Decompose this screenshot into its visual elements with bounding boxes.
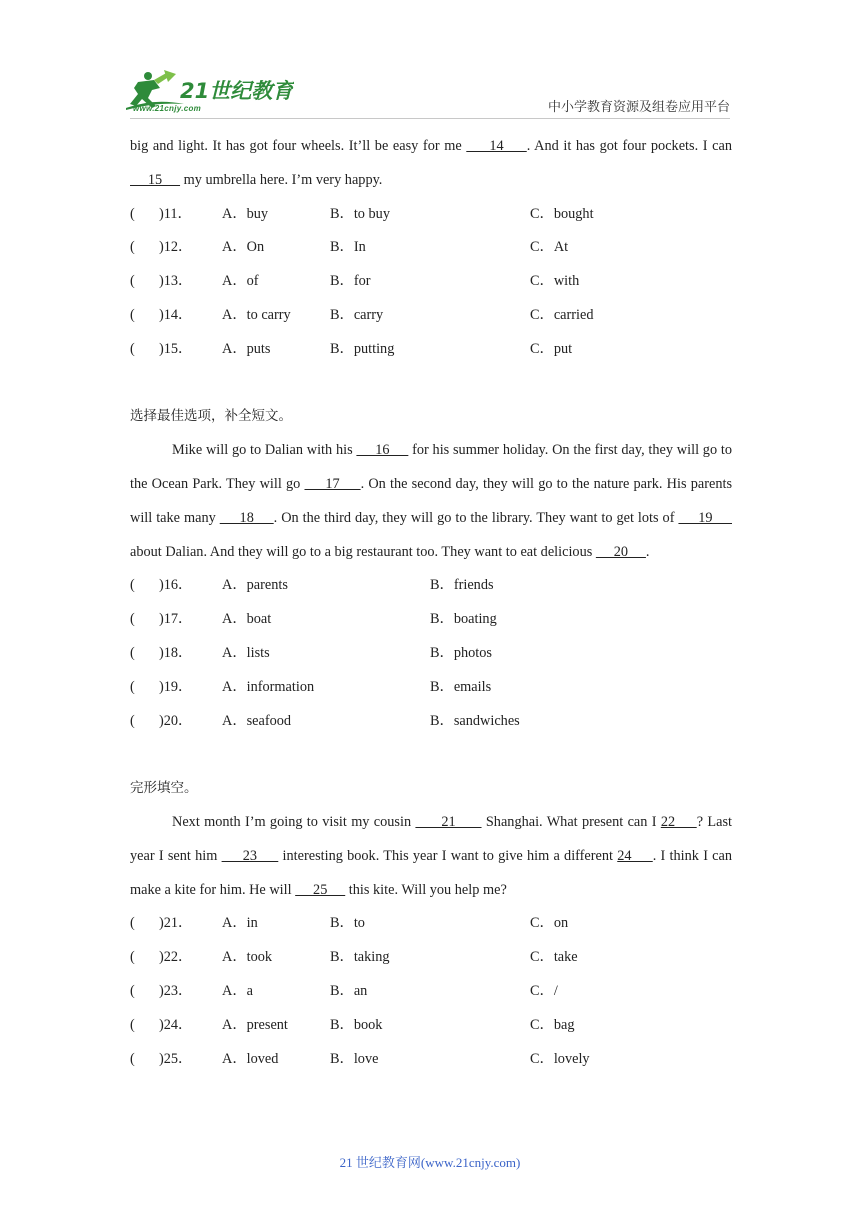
option-b[interactable]: B．boating (430, 611, 497, 628)
option-a[interactable]: A．a (222, 982, 253, 999)
option-c[interactable]: C．bought (530, 205, 594, 222)
answer-paren[interactable]: ( (130, 273, 135, 290)
option-b[interactable]: B．love (330, 1050, 379, 1067)
question-24 (130, 1009, 732, 1043)
option-b[interactable]: B．friends (430, 577, 494, 594)
option-a[interactable]: A．buy (222, 205, 269, 222)
logo-site-text: www.21cnjy.com (133, 104, 202, 113)
question-number: )13． (159, 273, 193, 290)
option-c[interactable]: C．bag (530, 1016, 575, 1033)
passage-3: Next month I’m going to visit my cousin 21 Shanghai. What present can I 22 ? Last year I sent him 23 interesting book. This year I want to give him a different 24 . I think I can make a kite for him. He will 25 this kite. Will you help me? (130, 813, 733, 898)
option-b[interactable]: B．putting (330, 340, 395, 357)
question-number: )16． (159, 577, 193, 594)
question-number: )22． (159, 949, 193, 966)
blank-25[interactable]: 25 (295, 881, 346, 898)
option-c[interactable]: C．carried (530, 306, 594, 323)
blank-19[interactable]: 19 (678, 509, 732, 526)
question-number: )17． (159, 611, 193, 628)
question-23 (130, 975, 732, 1009)
section-spacer (130, 367, 732, 401)
answer-paren[interactable]: ( (130, 678, 135, 695)
question-15 (130, 333, 732, 367)
question-25 (130, 1043, 732, 1077)
question-number: )11． (159, 205, 192, 222)
answer-paren[interactable]: ( (130, 611, 135, 628)
question-12 (130, 231, 732, 265)
blank-17[interactable]: 17 (304, 475, 361, 492)
header-divider (130, 118, 730, 119)
option-b[interactable]: B．carry (330, 306, 384, 323)
document-body (130, 130, 732, 1076)
page-footer[interactable]: 21 世纪教育网(www.21cnjy.com) (339, 1155, 521, 1170)
answer-paren[interactable]: ( (130, 644, 135, 661)
blank-22[interactable]: 22 (660, 813, 697, 830)
page-header (0, 0, 860, 125)
option-a[interactable]: A．took (222, 949, 273, 966)
question-number: )21． (159, 915, 193, 932)
option-c[interactable]: C．take (530, 949, 578, 966)
question-number: )15． (159, 340, 193, 357)
question-number: )20． (159, 712, 193, 729)
question-21 (130, 907, 732, 941)
answer-paren[interactable]: ( (130, 949, 135, 966)
option-a[interactable]: A．loved (222, 1050, 279, 1067)
question-number: )12． (159, 239, 193, 256)
option-a[interactable]: A．information (222, 678, 315, 695)
option-a[interactable]: A．in (222, 915, 258, 932)
answer-paren[interactable]: ( (130, 1050, 135, 1067)
option-c[interactable]: C．on (530, 915, 569, 932)
blank-24[interactable]: 24 (617, 847, 653, 864)
answer-paren[interactable]: ( (130, 306, 135, 323)
answer-paren[interactable]: ( (130, 239, 135, 256)
blank-15[interactable]: 15 (130, 171, 181, 188)
answer-paren[interactable]: ( (130, 577, 135, 594)
question-list-3 (130, 907, 732, 1076)
question-number: )23． (159, 982, 193, 999)
option-b[interactable]: B．to buy (330, 205, 390, 222)
option-b[interactable]: B．to (330, 915, 365, 932)
section-heading-2: 选择最佳选项，补全短文。 (130, 408, 292, 425)
section-heading-3: 完形填空。 (130, 780, 198, 797)
question-11 (130, 198, 732, 232)
option-b[interactable]: B．an (330, 982, 368, 999)
question-16 (130, 569, 732, 603)
option-a[interactable]: A．to carry (222, 306, 291, 323)
question-22 (130, 941, 732, 975)
question-number: )14． (159, 306, 193, 323)
option-b[interactable]: B．In (330, 239, 366, 256)
option-b[interactable]: B．sandwiches (430, 712, 520, 729)
question-number: )19． (159, 678, 193, 695)
question-20 (130, 705, 732, 739)
option-c[interactable]: C．lovely (530, 1050, 590, 1067)
option-c[interactable]: C．/ (530, 982, 558, 999)
option-c[interactable]: C．At (530, 239, 569, 256)
option-a[interactable]: A．of (222, 273, 259, 290)
question-number: )25． (159, 1050, 193, 1067)
option-b[interactable]: B．for (330, 273, 371, 290)
header-platform-text: 中小学教育资源及组卷应用平台 (547, 100, 730, 115)
question-17 (130, 603, 732, 637)
passage-2: Mike will go to Dalian with his 16 for his summer holiday. On the first day, they will go to the Ocean Park. They will go 17 . On the second day, they will go to the nature park. His parents will take many 18 . On the third day, they will go to the library. They want to get lots of 19 about Dalian. And they will go to a big restaurant too. They want to eat delicious 20 . (130, 442, 733, 560)
option-a[interactable]: A．On (222, 239, 265, 256)
question-list-2 (130, 569, 732, 738)
option-c[interactable]: C．put (530, 340, 573, 357)
option-a[interactable]: A．puts (222, 340, 271, 357)
option-a[interactable]: A．parents (222, 577, 288, 594)
blank-23[interactable]: 23 (221, 847, 279, 864)
question-13 (130, 265, 732, 299)
question-18 (130, 637, 732, 671)
question-list-1 (130, 198, 732, 367)
blank-20[interactable]: 20 (595, 543, 646, 560)
answer-paren[interactable]: ( (130, 712, 135, 729)
option-a[interactable]: A．boat (222, 611, 272, 628)
blank-18[interactable]: 18 (219, 509, 274, 526)
answer-paren[interactable]: ( (130, 982, 135, 999)
option-a[interactable]: A．lists (222, 644, 270, 661)
answer-paren[interactable]: ( (130, 340, 135, 357)
question-number: )18． (159, 644, 193, 661)
option-b[interactable]: B．emails (430, 678, 492, 695)
passage-1: big and light. It has got four wheels. It’ll be easy for me 14 . And it has got four pockets. I can 15 my umbrella here. I’m very happy. (130, 138, 732, 188)
blank-14[interactable]: 14 (466, 138, 527, 154)
question-14 (130, 299, 732, 333)
option-a[interactable]: A．present (222, 1016, 288, 1033)
answer-paren[interactable]: ( (130, 915, 135, 932)
blank-16[interactable]: 16 (356, 442, 409, 459)
option-b[interactable]: B．taking (330, 949, 390, 966)
option-b[interactable]: B．photos (430, 644, 492, 661)
option-c[interactable]: C．with (530, 273, 580, 290)
option-b[interactable]: B．book (330, 1016, 383, 1033)
logo-text: 21世纪教育 (180, 79, 294, 103)
section-spacer (130, 738, 732, 772)
question-number: )24． (159, 1016, 193, 1033)
answer-paren[interactable]: ( (130, 205, 135, 222)
blank-21[interactable]: 21 (415, 813, 482, 830)
question-19 (130, 671, 732, 705)
option-a[interactable]: A．seafood (222, 712, 292, 729)
answer-paren[interactable]: ( (130, 1016, 135, 1033)
